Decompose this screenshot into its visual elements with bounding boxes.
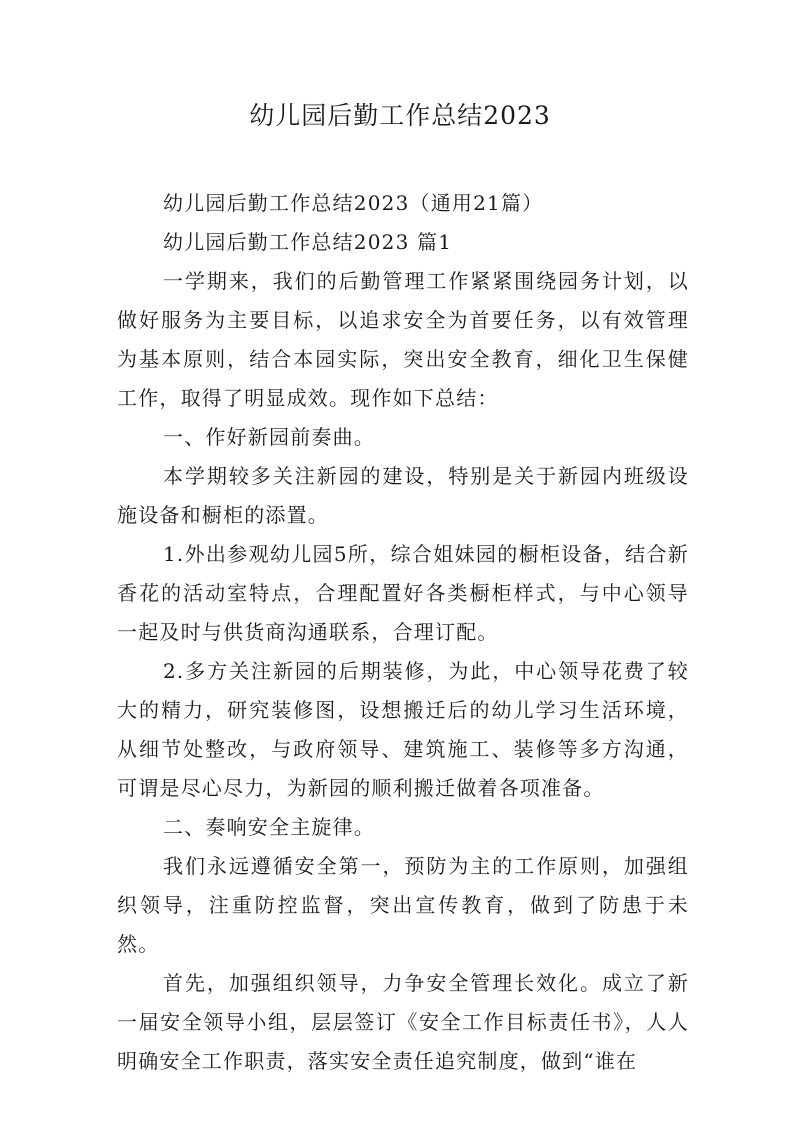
paragraph-intro: 一学期来，我们的后勤管理工作紧紧围绕园务计划，以做好服务为主要目标，以追求安全为首要任务，以有效管理为基本原则，结合本园实际，突出安全教育，细化卫生保健工作，取得了明显成效。现作如下总结：: [117, 269, 689, 410]
document-title: 幼儿园后勤工作总结2023: [249, 101, 551, 130]
paragraph-section-1-intro: 本学期较多关注新园的建设，特别是关于新园内班级设施设备和橱柜的添置。: [117, 464, 689, 527]
paragraph-article-heading: 幼儿园后勤工作总结2023 篇1: [163, 230, 453, 254]
paragraph-section-2-first: 首先，加强组织领导，力争安全管理长效化。成立了新一届安全领导小组，层层签订《安全工作目标责任书》，人人明确安全工作职责，落实安全责任追究制度，做到“谁在: [117, 971, 689, 1073]
paragraph-series-title: 幼儿园后勤工作总结2023（通用21篇）: [163, 191, 544, 215]
paragraph-section-2-intro: 我们永远遵循安全第一，预防为主的工作原则，加强组织领导，注重防控监督，突出宣传教育，做到了防患于未然。: [117, 854, 689, 956]
section-heading-1: 一、作好新园前奏曲。: [163, 425, 375, 449]
paragraph-item-1: 1.外出参观幼儿园5所，综合姐妹园的橱柜设备，结合新香花的活动室特点，合理配置好各类橱柜样式，与中心领导一起及时与供货商沟通联系，合理订配。: [117, 542, 689, 644]
document-body: [117, 184, 689, 1081]
paragraph-item-2: 2.多方关注新园的后期装修，为此，中心领导花费了较大的精力，研究装修图，设想搬迁后的幼儿学习生活环境，从细节处整改，与政府领导、建筑施工、装修等多方沟通，可谓是尽心尽力，为新园的顺利搬迁做着各项准备。: [117, 659, 689, 800]
section-heading-2: 二、奏响安全主旋律。: [163, 815, 375, 839]
